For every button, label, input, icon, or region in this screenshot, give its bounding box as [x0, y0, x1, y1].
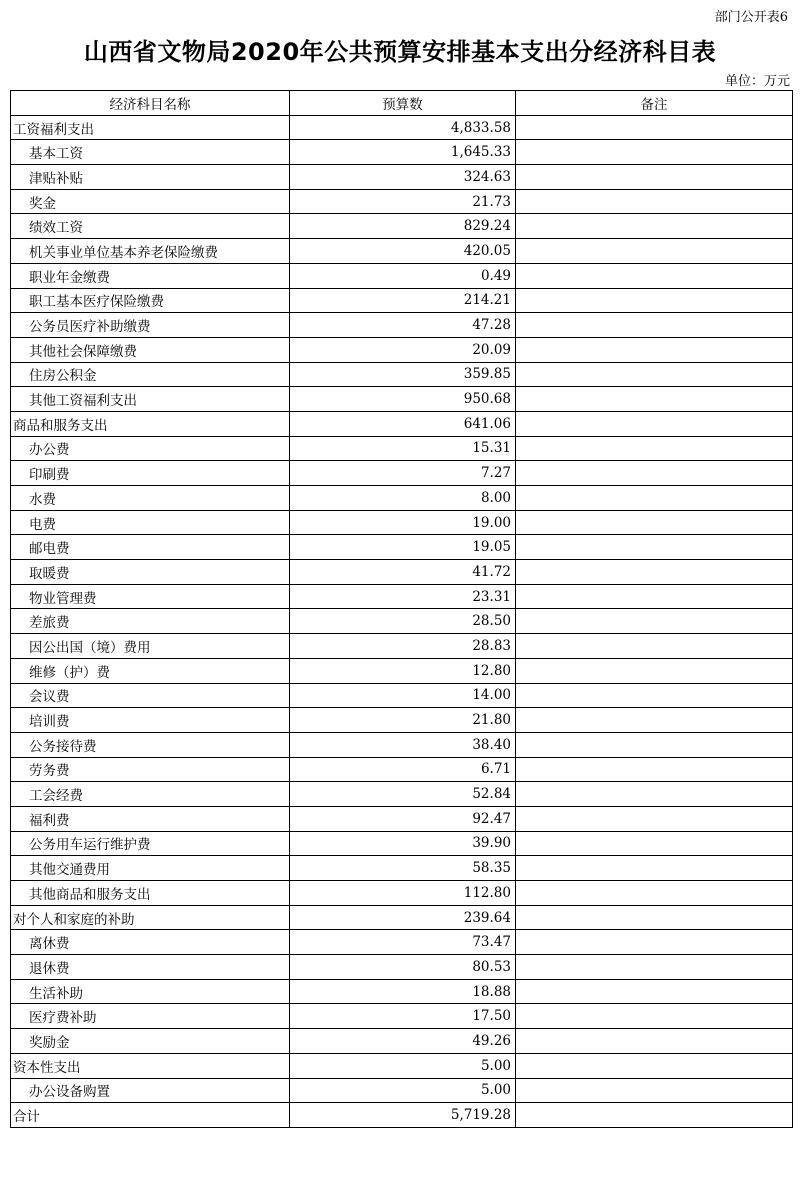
row-remarks	[516, 560, 793, 585]
row-remarks	[516, 313, 793, 338]
row-budget-amount: 5,719.28	[290, 1103, 516, 1128]
table-row	[11, 683, 793, 708]
row-item-name: 会议费	[11, 683, 290, 708]
row-budget-amount: 1,645.33	[290, 140, 516, 165]
table-row	[11, 362, 793, 387]
table-row	[11, 165, 793, 190]
row-item-name: 津贴补贴	[11, 165, 290, 190]
row-item-name: 电费	[11, 510, 290, 535]
row-item-name: 基本工资	[11, 140, 290, 165]
row-item-name: 奖金	[11, 189, 290, 214]
row-budget-amount: 92.47	[290, 806, 516, 831]
row-remarks	[516, 486, 793, 511]
row-budget-amount: 420.05	[290, 239, 516, 264]
table-row	[11, 881, 793, 906]
row-remarks	[516, 263, 793, 288]
row-remarks	[516, 1103, 793, 1128]
row-budget-amount: 39.90	[290, 831, 516, 856]
row-remarks	[516, 140, 793, 165]
row-remarks	[516, 362, 793, 387]
row-budget-amount: 324.63	[290, 165, 516, 190]
table-row	[11, 140, 793, 165]
row-remarks	[516, 1053, 793, 1078]
row-item-name: 绩效工资	[11, 214, 290, 239]
row-item-name: 公务用车运行维护费	[11, 831, 290, 856]
table-row	[11, 436, 793, 461]
row-budget-amount: 17.50	[290, 1004, 516, 1029]
row-item-name: 工会经费	[11, 782, 290, 807]
row-item-name: 住房公积金	[11, 362, 290, 387]
row-item-name: 其他工资福利支出	[11, 387, 290, 412]
page-title: 山西省文物局2020年公共预算安排基本支出分经济科目表	[83, 38, 717, 66]
row-budget-amount: 19.00	[290, 510, 516, 535]
row-remarks	[516, 905, 793, 930]
row-budget-amount: 359.85	[290, 362, 516, 387]
table-row	[11, 634, 793, 659]
table-row	[11, 979, 793, 1004]
table-row	[11, 930, 793, 955]
table-row	[11, 584, 793, 609]
row-remarks	[516, 831, 793, 856]
table-row	[11, 732, 793, 757]
row-budget-amount: 20.09	[290, 337, 516, 362]
row-item-name: 福利费	[11, 806, 290, 831]
row-remarks	[516, 584, 793, 609]
row-budget-amount: 0.49	[290, 263, 516, 288]
table-row	[11, 214, 793, 239]
row-remarks	[516, 856, 793, 881]
row-item-name: 劳务费	[11, 757, 290, 782]
table-row	[11, 337, 793, 362]
row-item-name: 差旅费	[11, 609, 290, 634]
row-budget-amount: 5.00	[290, 1078, 516, 1103]
row-remarks	[516, 387, 793, 412]
row-item-name: 合计	[11, 1103, 290, 1128]
row-budget-amount: 12.80	[290, 658, 516, 683]
table-row	[11, 609, 793, 634]
row-remarks	[516, 930, 793, 955]
row-budget-amount: 58.35	[290, 856, 516, 881]
row-budget-amount: 21.73	[290, 189, 516, 214]
row-budget-amount: 80.53	[290, 955, 516, 980]
row-remarks	[516, 1029, 793, 1054]
row-item-name: 培训费	[11, 708, 290, 733]
row-budget-amount: 23.31	[290, 584, 516, 609]
row-budget-amount: 14.00	[290, 683, 516, 708]
table-row	[11, 535, 793, 560]
row-item-name: 因公出国（境）费用	[11, 634, 290, 659]
row-remarks	[516, 881, 793, 906]
row-remarks	[516, 708, 793, 733]
row-budget-amount: 18.88	[290, 979, 516, 1004]
row-budget-amount: 950.68	[290, 387, 516, 412]
row-budget-amount: 19.05	[290, 535, 516, 560]
row-remarks	[516, 165, 793, 190]
row-budget-amount: 21.80	[290, 708, 516, 733]
row-budget-amount: 214.21	[290, 288, 516, 313]
row-budget-amount: 15.31	[290, 436, 516, 461]
table-row	[11, 658, 793, 683]
row-budget-amount: 41.72	[290, 560, 516, 585]
table-row	[11, 1029, 793, 1054]
row-remarks	[516, 461, 793, 486]
row-remarks	[516, 979, 793, 1004]
row-remarks	[516, 337, 793, 362]
row-budget-amount: 5.00	[290, 1053, 516, 1078]
table-row	[11, 411, 793, 436]
table-row	[11, 486, 793, 511]
table-row	[11, 313, 793, 338]
row-item-name: 离休费	[11, 930, 290, 955]
table-row	[11, 560, 793, 585]
table-row	[11, 263, 793, 288]
row-budget-amount: 28.50	[290, 609, 516, 634]
table-row	[11, 288, 793, 313]
row-item-name: 职工基本医疗保险缴费	[11, 288, 290, 313]
document-id: 部门公开表6	[714, 10, 788, 25]
table-row	[11, 955, 793, 980]
header-item-name: 经济科目名称	[11, 91, 290, 116]
table-row	[11, 189, 793, 214]
row-remarks	[516, 1078, 793, 1103]
table-row	[11, 510, 793, 535]
row-item-name: 水费	[11, 486, 290, 511]
row-budget-amount: 6.71	[290, 757, 516, 782]
table-row	[11, 115, 793, 140]
row-budget-amount: 28.83	[290, 634, 516, 659]
unit-label: 单位：万元	[724, 74, 790, 89]
header-budget-amount: 预算数	[290, 91, 516, 116]
row-budget-amount: 73.47	[290, 930, 516, 955]
row-remarks	[516, 535, 793, 560]
row-remarks	[516, 757, 793, 782]
row-item-name: 其他商品和服务支出	[11, 881, 290, 906]
row-remarks	[516, 436, 793, 461]
row-item-name: 取暖费	[11, 560, 290, 585]
table-row	[11, 782, 793, 807]
row-item-name: 公务员医疗补助缴费	[11, 313, 290, 338]
table-header-row	[11, 91, 793, 116]
row-remarks	[516, 609, 793, 634]
row-budget-amount: 239.64	[290, 905, 516, 930]
table-row	[11, 387, 793, 412]
row-budget-amount: 49.26	[290, 1029, 516, 1054]
table-row	[11, 461, 793, 486]
row-budget-amount: 112.80	[290, 881, 516, 906]
table-row	[11, 1103, 793, 1128]
row-budget-amount: 7.27	[290, 461, 516, 486]
row-remarks	[516, 411, 793, 436]
row-item-name: 生活补助	[11, 979, 290, 1004]
row-item-name: 机关事业单位基本养老保险缴费	[11, 239, 290, 264]
row-remarks	[516, 1004, 793, 1029]
row-remarks	[516, 683, 793, 708]
row-item-name: 退休费	[11, 955, 290, 980]
row-item-name: 办公费	[11, 436, 290, 461]
table-body	[11, 115, 793, 1127]
row-remarks	[516, 115, 793, 140]
row-remarks	[516, 955, 793, 980]
table-row	[11, 905, 793, 930]
row-item-name: 物业管理费	[11, 584, 290, 609]
table-row	[11, 1078, 793, 1103]
table-row	[11, 1053, 793, 1078]
row-item-name: 资本性支出	[11, 1053, 290, 1078]
row-item-name: 对个人和家庭的补助	[11, 905, 290, 930]
row-budget-amount: 4,833.58	[290, 115, 516, 140]
row-budget-amount: 38.40	[290, 732, 516, 757]
row-item-name: 公务接待费	[11, 732, 290, 757]
table-row	[11, 856, 793, 881]
row-item-name: 商品和服务支出	[11, 411, 290, 436]
row-remarks	[516, 288, 793, 313]
row-remarks	[516, 510, 793, 535]
row-item-name: 印刷费	[11, 461, 290, 486]
row-item-name: 维修（护）费	[11, 658, 290, 683]
row-remarks	[516, 732, 793, 757]
row-remarks	[516, 189, 793, 214]
budget-table	[10, 90, 793, 1128]
row-remarks	[516, 634, 793, 659]
row-remarks	[516, 782, 793, 807]
row-item-name: 奖励金	[11, 1029, 290, 1054]
row-budget-amount: 52.84	[290, 782, 516, 807]
table-row	[11, 239, 793, 264]
row-item-name: 其他交通费用	[11, 856, 290, 881]
row-remarks	[516, 214, 793, 239]
row-remarks	[516, 658, 793, 683]
row-budget-amount: 8.00	[290, 486, 516, 511]
row-item-name: 医疗费补助	[11, 1004, 290, 1029]
table-row	[11, 708, 793, 733]
header-remarks: 备注	[516, 91, 793, 116]
row-remarks	[516, 239, 793, 264]
row-budget-amount: 829.24	[290, 214, 516, 239]
row-item-name: 邮电费	[11, 535, 290, 560]
table-row	[11, 757, 793, 782]
table-row	[11, 806, 793, 831]
table-row	[11, 831, 793, 856]
row-budget-amount: 641.06	[290, 411, 516, 436]
row-item-name: 其他社会保障缴费	[11, 337, 290, 362]
row-item-name: 工资福利支出	[11, 115, 290, 140]
row-remarks	[516, 806, 793, 831]
row-item-name: 职业年金缴费	[11, 263, 290, 288]
table-row	[11, 1004, 793, 1029]
row-budget-amount: 47.28	[290, 313, 516, 338]
row-item-name: 办公设备购置	[11, 1078, 290, 1103]
